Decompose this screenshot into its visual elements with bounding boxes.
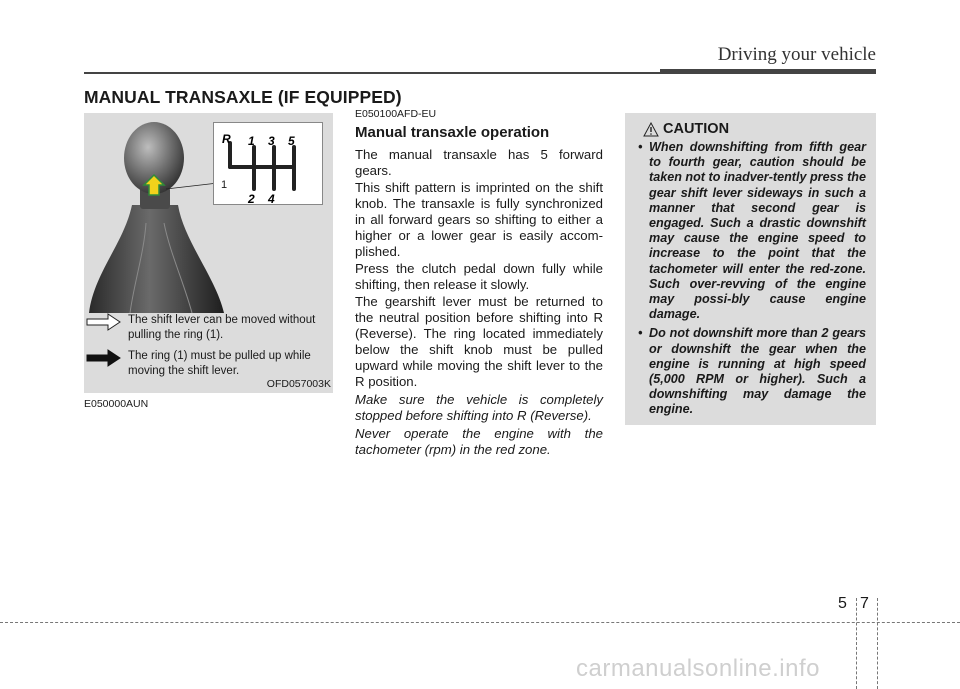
gear-label-3: 3: [268, 134, 275, 148]
ring-callout-number: 1: [221, 179, 228, 191]
bullet-icon: •: [638, 326, 643, 341]
note-stop-before-reverse: Make sure the vehicle is completely stopped before shifting into R (Reverse).: [355, 392, 603, 423]
gear-label-r: R: [222, 132, 231, 146]
solid-arrow-icon: [86, 349, 122, 367]
legend-row-free-move: [86, 313, 328, 343]
paragraph-forward-gears: The manual transaxle has 5 forward gears.: [355, 147, 603, 178]
gear-label-5: 5: [288, 134, 295, 148]
watermark: carmanualsonline.info: [576, 655, 820, 682]
legend-row-ring-pull: [86, 349, 328, 379]
paragraph-shift-pattern: This shift pattern is imprinted on the shift knob. The transaxle is fully synchronized in all forward gears so shifting to either a higher or a lower gear is easily accom-plished.: [355, 180, 603, 259]
caution-header: [643, 121, 866, 137]
caution-item: [635, 326, 866, 417]
shift-figure: [84, 113, 333, 393]
outline-arrow-icon: [86, 313, 122, 331]
caution-title: CAUTION: [663, 121, 730, 137]
caution-item-text: Do not downshift more than 2 gears or downshift the gear when the engine is running at high speed (5,000 RPM or higher). Such a downshifting may damage the engine.: [649, 326, 866, 417]
legend-text-free-move: The shift lever can be moved without pulling the ring (1).: [128, 314, 316, 341]
paragraph-clutch: Press the clutch pedal down fully while shifting, then release it slowly.: [355, 261, 603, 292]
footer-rule: [0, 622, 960, 623]
chapter-number: 5: [838, 595, 847, 612]
main-heading: MANUAL TRANSAXLE (IF EQUIPPED): [84, 87, 402, 107]
gear-label-1: 1: [248, 134, 255, 148]
paragraph-reverse: The gearshift lever must be returned to the neutral position before shifting into R (Reverse). The ring located immediately below the shift knob must be pulled upward while moving the shift lever to the R position.: [355, 294, 603, 389]
note-tachometer: Never operate the engine with the tachometer (rpm) in the red zone.: [355, 426, 603, 457]
bullet-icon: •: [638, 140, 643, 154]
warning-triangle-icon: [643, 122, 659, 137]
caution-item: [635, 140, 866, 322]
operation-code: E050100AFD-EU: [355, 108, 437, 120]
legend-text-ring-pull: The ring (1) must be pulled up while moving the shift lever.: [128, 350, 311, 377]
header-rule-accent: [660, 69, 876, 74]
operation-section: [355, 108, 603, 458]
caution-box: [625, 113, 876, 425]
shift-pattern-diagram: [214, 123, 324, 206]
shift-pattern-panel: [213, 122, 323, 205]
left-section-code: E050000AUN: [84, 398, 149, 410]
page-number: 7: [860, 595, 869, 612]
gear-label-4: 4: [268, 192, 275, 206]
operation-heading: Manual transaxle operation: [355, 124, 550, 141]
gear-label-2: 2: [248, 192, 255, 206]
caution-item-text: When downshifting from fifth gear to fourth gear, caution should be taken not to inadver-tently press the gear shift lever sideways in such a manner that second gear is engaged. Such a drastic downshift may cause the engine speed to increase to the point that the tachometer will enter the red-zone. Such over-revving of the engine may possi-bly cause engine damage.: [649, 140, 866, 322]
section-title: Driving your vehicle: [717, 44, 876, 65]
figure-code: OFD057003K: [266, 378, 331, 390]
